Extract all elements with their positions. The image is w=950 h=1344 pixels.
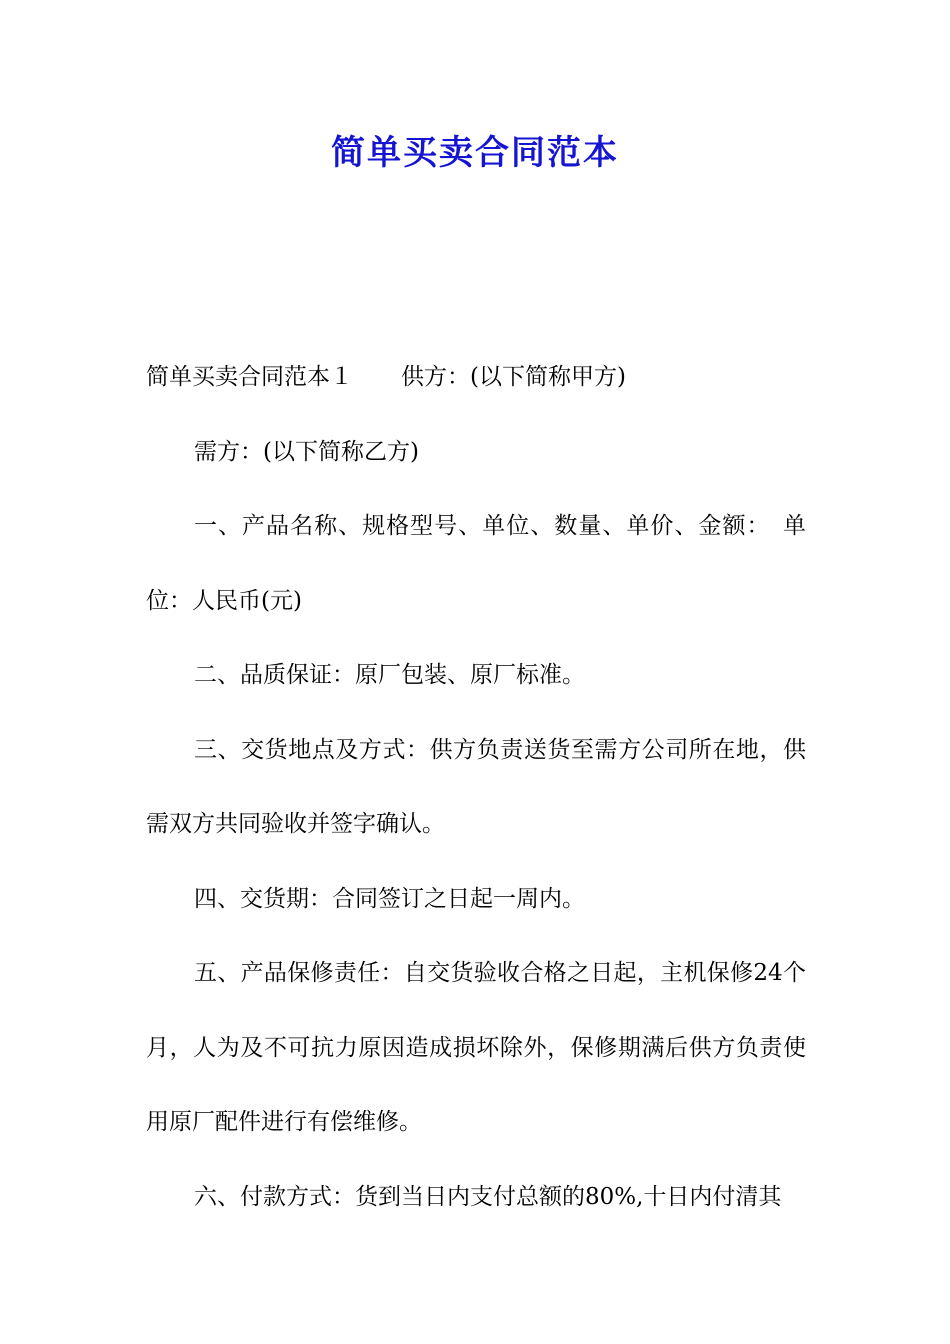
document-body — [146, 340, 806, 1234]
paragraph-heading-supplier — [146, 340, 806, 415]
paragraph-delivery-period: 四、交货期：合同签订之日起一周内。 — [194, 885, 585, 912]
paragraph-buyer: 需方：(以下简称乙方) — [194, 438, 419, 465]
paragraph-warranty: 五、产品保修责任：自交货验收合格之日起，主机保修24个月，人为及不可抗力原因造成损坏除外，保修期满后供方负责使用原厂配件进行有偿维修。 — [146, 960, 806, 1135]
supplier-line: 供方：(以下简称甲方) — [401, 364, 626, 390]
contract-number-label: 简单买卖合同范本１ — [146, 364, 353, 390]
paragraph-delivery-method: 三、交货地点及方式：供方负责送货至需方公司所在地，供需双方共同验收并签字确认。 — [146, 736, 806, 837]
paragraph-quality: 二、品质保证：原厂包装、原厂标准。 — [194, 662, 585, 688]
document-title: 简单买卖合同范本 — [331, 133, 619, 173]
paragraph-product-info: 一、产品名称、规格型号、单位、数量、单价、金额： 单位：人民币(元) — [146, 513, 806, 614]
paragraph-payment: 六、付款方式：货到当日内支付总额的80%,十日内付清其 — [194, 1183, 782, 1210]
